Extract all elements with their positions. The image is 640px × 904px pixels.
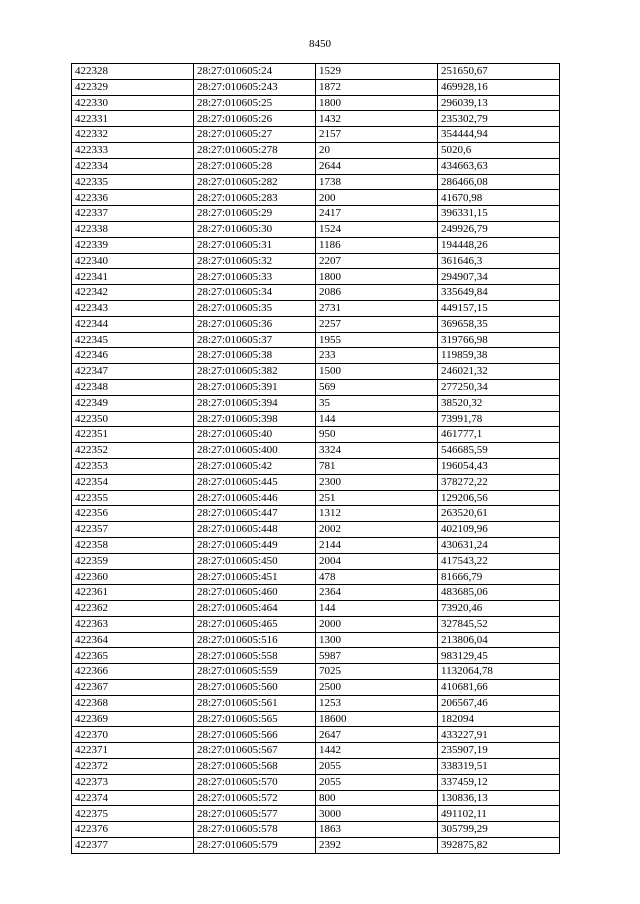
table-row [72, 316, 560, 332]
table-row [72, 838, 560, 854]
value-cell: 206567,46 [438, 695, 560, 711]
cadastral-number-cell: 28:27:010605:516 [194, 632, 316, 648]
table-row [72, 190, 560, 206]
record-number-cell: 422361 [72, 585, 194, 601]
cadastral-number-cell: 28:27:010605:451 [194, 569, 316, 585]
table-row [72, 774, 560, 790]
value-cell: 335649,84 [438, 285, 560, 301]
area-cell: 2002 [316, 522, 438, 538]
record-number-cell: 422338 [72, 221, 194, 237]
record-number-cell: 422342 [72, 285, 194, 301]
record-number-cell: 422367 [72, 680, 194, 696]
area-cell: 20 [316, 142, 438, 158]
record-number-cell: 422344 [72, 316, 194, 332]
area-cell: 2392 [316, 838, 438, 854]
value-cell: 213806,04 [438, 632, 560, 648]
record-number-cell: 422348 [72, 379, 194, 395]
table-row [72, 348, 560, 364]
value-cell: 483685,06 [438, 585, 560, 601]
value-cell: 396331,15 [438, 206, 560, 222]
value-cell: 1132064,78 [438, 664, 560, 680]
value-cell: 361646,3 [438, 253, 560, 269]
table-row [72, 806, 560, 822]
table-row [72, 379, 560, 395]
area-cell: 2086 [316, 285, 438, 301]
value-cell: 5020,6 [438, 142, 560, 158]
record-number-cell: 422337 [72, 206, 194, 222]
table-row [72, 680, 560, 696]
value-cell: 246021,32 [438, 364, 560, 380]
record-number-cell: 422346 [72, 348, 194, 364]
record-number-cell: 422336 [72, 190, 194, 206]
area-cell: 2644 [316, 158, 438, 174]
table-row [72, 285, 560, 301]
value-cell: 129206,56 [438, 490, 560, 506]
value-cell: 461777,1 [438, 427, 560, 443]
area-cell: 7025 [316, 664, 438, 680]
table-row [72, 743, 560, 759]
area-cell: 1955 [316, 332, 438, 348]
area-cell: 569 [316, 379, 438, 395]
table-row [72, 711, 560, 727]
value-cell: 337459,12 [438, 774, 560, 790]
value-cell: 194448,26 [438, 237, 560, 253]
value-cell: 235302,79 [438, 111, 560, 127]
record-number-cell: 422341 [72, 269, 194, 285]
area-cell: 1253 [316, 695, 438, 711]
value-cell: 983129,45 [438, 648, 560, 664]
area-cell: 35 [316, 395, 438, 411]
cadastral-number-cell: 28:27:010605:32 [194, 253, 316, 269]
record-number-cell: 422329 [72, 79, 194, 95]
table-row [72, 553, 560, 569]
table-row [72, 95, 560, 111]
record-number-cell: 422330 [72, 95, 194, 111]
area-cell: 2647 [316, 727, 438, 743]
cadastral-number-cell: 28:27:010605:565 [194, 711, 316, 727]
cadastral-number-cell: 28:27:010605:394 [194, 395, 316, 411]
record-number-cell: 422332 [72, 127, 194, 143]
record-number-cell: 422370 [72, 727, 194, 743]
area-cell: 950 [316, 427, 438, 443]
area-cell: 2055 [316, 774, 438, 790]
value-cell: 38520,32 [438, 395, 560, 411]
area-cell: 5987 [316, 648, 438, 664]
record-number-cell: 422349 [72, 395, 194, 411]
cadastral-number-cell: 28:27:010605:28 [194, 158, 316, 174]
table-row [72, 332, 560, 348]
table-row [72, 585, 560, 601]
cadastral-number-cell: 28:27:010605:465 [194, 616, 316, 632]
value-cell: 182094 [438, 711, 560, 727]
cadastral-number-cell: 28:27:010605:38 [194, 348, 316, 364]
area-cell: 781 [316, 458, 438, 474]
area-cell: 200 [316, 190, 438, 206]
page-number: 8450 [309, 38, 331, 50]
value-cell: 263520,61 [438, 506, 560, 522]
cadastral-number-cell: 28:27:010605:579 [194, 838, 316, 854]
value-cell: 469928,16 [438, 79, 560, 95]
value-cell: 41670,98 [438, 190, 560, 206]
record-number-cell: 422328 [72, 64, 194, 80]
record-number-cell: 422350 [72, 411, 194, 427]
record-number-cell: 422340 [72, 253, 194, 269]
cadastral-number-cell: 28:27:010605:558 [194, 648, 316, 664]
table-row [72, 79, 560, 95]
table-row [72, 174, 560, 190]
table-row [72, 253, 560, 269]
record-number-cell: 422347 [72, 364, 194, 380]
table-row [72, 759, 560, 775]
cadastral-number-cell: 28:27:010605:568 [194, 759, 316, 775]
table-body [72, 64, 560, 854]
table-row [72, 158, 560, 174]
cadastral-number-cell: 28:27:010605:33 [194, 269, 316, 285]
area-cell: 2144 [316, 537, 438, 553]
record-number-cell: 422358 [72, 537, 194, 553]
area-cell: 144 [316, 411, 438, 427]
area-cell: 2004 [316, 553, 438, 569]
area-cell: 478 [316, 569, 438, 585]
record-number-cell: 422377 [72, 838, 194, 854]
cadastral-number-cell: 28:27:010605:36 [194, 316, 316, 332]
area-cell: 1800 [316, 95, 438, 111]
area-cell: 2500 [316, 680, 438, 696]
table-row [72, 142, 560, 158]
value-cell: 430631,24 [438, 537, 560, 553]
area-cell: 1529 [316, 64, 438, 80]
cadastral-number-cell: 28:27:010605:560 [194, 680, 316, 696]
table-row [72, 269, 560, 285]
value-cell: 130836,13 [438, 790, 560, 806]
area-cell: 1432 [316, 111, 438, 127]
cadastral-number-cell: 28:27:010605:382 [194, 364, 316, 380]
record-number-cell: 422354 [72, 474, 194, 490]
value-cell: 81666,79 [438, 569, 560, 585]
cadastral-number-cell: 28:27:010605:37 [194, 332, 316, 348]
area-cell: 1524 [316, 221, 438, 237]
record-number-cell: 422366 [72, 664, 194, 680]
area-cell: 18600 [316, 711, 438, 727]
value-cell: 119859,38 [438, 348, 560, 364]
table-row [72, 458, 560, 474]
record-number-cell: 422360 [72, 569, 194, 585]
value-cell: 319766,98 [438, 332, 560, 348]
table-row [72, 111, 560, 127]
cadastral-number-cell: 28:27:010605:29 [194, 206, 316, 222]
table-row [72, 64, 560, 80]
area-cell: 1442 [316, 743, 438, 759]
value-cell: 378272,22 [438, 474, 560, 490]
cadastral-number-cell: 28:27:010605:42 [194, 458, 316, 474]
cadastral-number-cell: 28:27:010605:559 [194, 664, 316, 680]
area-cell: 1186 [316, 237, 438, 253]
area-cell: 144 [316, 601, 438, 617]
cadastral-number-cell: 28:27:010605:25 [194, 95, 316, 111]
record-number-cell: 422363 [72, 616, 194, 632]
value-cell: 417543,22 [438, 553, 560, 569]
value-cell: 277250,34 [438, 379, 560, 395]
value-cell: 286466,08 [438, 174, 560, 190]
value-cell: 327845,52 [438, 616, 560, 632]
table-row [72, 822, 560, 838]
record-number-cell: 422357 [72, 522, 194, 538]
value-cell: 434663,63 [438, 158, 560, 174]
area-cell: 2000 [316, 616, 438, 632]
table-row [72, 727, 560, 743]
cadastral-number-cell: 28:27:010605:31 [194, 237, 316, 253]
cadastral-number-cell: 28:27:010605:567 [194, 743, 316, 759]
record-number-cell: 422356 [72, 506, 194, 522]
area-cell: 2417 [316, 206, 438, 222]
value-cell: 546685,59 [438, 443, 560, 459]
cadastral-number-cell: 28:27:010605:24 [194, 64, 316, 80]
record-number-cell: 422343 [72, 300, 194, 316]
table-row [72, 411, 560, 427]
table-row [72, 474, 560, 490]
record-number-cell: 422372 [72, 759, 194, 775]
cadastral-number-cell: 28:27:010605:572 [194, 790, 316, 806]
area-cell: 1500 [316, 364, 438, 380]
cadastral-number-cell: 28:27:010605:34 [194, 285, 316, 301]
record-number-cell: 422333 [72, 142, 194, 158]
cadastral-number-cell: 28:27:010605:446 [194, 490, 316, 506]
table-row [72, 395, 560, 411]
table-row [72, 601, 560, 617]
area-cell: 2257 [316, 316, 438, 332]
table-row [72, 206, 560, 222]
table-row [72, 506, 560, 522]
record-number-cell: 422331 [72, 111, 194, 127]
record-number-cell: 422375 [72, 806, 194, 822]
table-row [72, 648, 560, 664]
area-cell: 2364 [316, 585, 438, 601]
area-cell: 2207 [316, 253, 438, 269]
record-number-cell: 422339 [72, 237, 194, 253]
table-row [72, 664, 560, 680]
area-cell: 2731 [316, 300, 438, 316]
area-cell: 1738 [316, 174, 438, 190]
area-cell: 800 [316, 790, 438, 806]
cadastral-number-cell: 28:27:010605:278 [194, 142, 316, 158]
area-cell: 1312 [316, 506, 438, 522]
cadastral-number-cell: 28:27:010605:243 [194, 79, 316, 95]
value-cell: 73991,78 [438, 411, 560, 427]
value-cell: 410681,66 [438, 680, 560, 696]
record-number-cell: 422376 [72, 822, 194, 838]
table-row [72, 221, 560, 237]
area-cell: 1800 [316, 269, 438, 285]
record-number-cell: 422355 [72, 490, 194, 506]
record-number-cell: 422368 [72, 695, 194, 711]
land-registry-table [71, 63, 560, 854]
area-cell: 1300 [316, 632, 438, 648]
cadastral-number-cell: 28:27:010605:35 [194, 300, 316, 316]
cadastral-number-cell: 28:27:010605:577 [194, 806, 316, 822]
cadastral-number-cell: 28:27:010605:391 [194, 379, 316, 395]
cadastral-number-cell: 28:27:010605:283 [194, 190, 316, 206]
cadastral-number-cell: 28:27:010605:30 [194, 221, 316, 237]
area-cell: 2157 [316, 127, 438, 143]
record-number-cell: 422369 [72, 711, 194, 727]
table-row [72, 364, 560, 380]
table-row [72, 300, 560, 316]
record-number-cell: 422365 [72, 648, 194, 664]
table-row [72, 237, 560, 253]
value-cell: 196054,43 [438, 458, 560, 474]
area-cell: 251 [316, 490, 438, 506]
cadastral-number-cell: 28:27:010605:578 [194, 822, 316, 838]
cadastral-number-cell: 28:27:010605:398 [194, 411, 316, 427]
value-cell: 433227,91 [438, 727, 560, 743]
record-number-cell: 422335 [72, 174, 194, 190]
record-number-cell: 422345 [72, 332, 194, 348]
value-cell: 449157,15 [438, 300, 560, 316]
area-cell: 2300 [316, 474, 438, 490]
record-number-cell: 422371 [72, 743, 194, 759]
cadastral-number-cell: 28:27:010605:566 [194, 727, 316, 743]
area-cell: 233 [316, 348, 438, 364]
record-number-cell: 422364 [72, 632, 194, 648]
table-row [72, 616, 560, 632]
table-row [72, 569, 560, 585]
cadastral-number-cell: 28:27:010605:449 [194, 537, 316, 553]
cadastral-number-cell: 28:27:010605:400 [194, 443, 316, 459]
table-row [72, 632, 560, 648]
value-cell: 392875,82 [438, 838, 560, 854]
table-row [72, 127, 560, 143]
cadastral-number-cell: 28:27:010605:26 [194, 111, 316, 127]
table-row [72, 490, 560, 506]
value-cell: 354444,94 [438, 127, 560, 143]
area-cell: 1872 [316, 79, 438, 95]
value-cell: 251650,67 [438, 64, 560, 80]
value-cell: 338319,51 [438, 759, 560, 775]
record-number-cell: 422351 [72, 427, 194, 443]
value-cell: 235907,19 [438, 743, 560, 759]
cadastral-number-cell: 28:27:010605:447 [194, 506, 316, 522]
table-row [72, 790, 560, 806]
value-cell: 296039,13 [438, 95, 560, 111]
area-cell: 1863 [316, 822, 438, 838]
table-row [72, 427, 560, 443]
cadastral-number-cell: 28:27:010605:570 [194, 774, 316, 790]
value-cell: 249926,79 [438, 221, 560, 237]
cadastral-number-cell: 28:27:010605:561 [194, 695, 316, 711]
table-row [72, 537, 560, 553]
value-cell: 294907,34 [438, 269, 560, 285]
value-cell: 73920,46 [438, 601, 560, 617]
table-row [72, 443, 560, 459]
cadastral-number-cell: 28:27:010605:460 [194, 585, 316, 601]
area-cell: 2055 [316, 759, 438, 775]
cadastral-number-cell: 28:27:010605:464 [194, 601, 316, 617]
record-number-cell: 422334 [72, 158, 194, 174]
record-number-cell: 422359 [72, 553, 194, 569]
value-cell: 402109,96 [438, 522, 560, 538]
table-row [72, 522, 560, 538]
record-number-cell: 422352 [72, 443, 194, 459]
cadastral-number-cell: 28:27:010605:450 [194, 553, 316, 569]
cadastral-number-cell: 28:27:010605:27 [194, 127, 316, 143]
value-cell: 305799,29 [438, 822, 560, 838]
value-cell: 369658,35 [438, 316, 560, 332]
record-number-cell: 422374 [72, 790, 194, 806]
record-number-cell: 422373 [72, 774, 194, 790]
cadastral-number-cell: 28:27:010605:282 [194, 174, 316, 190]
area-cell: 3324 [316, 443, 438, 459]
record-number-cell: 422362 [72, 601, 194, 617]
table-row [72, 695, 560, 711]
record-number-cell: 422353 [72, 458, 194, 474]
cadastral-number-cell: 28:27:010605:445 [194, 474, 316, 490]
cadastral-number-cell: 28:27:010605:40 [194, 427, 316, 443]
cadastral-number-cell: 28:27:010605:448 [194, 522, 316, 538]
area-cell: 3000 [316, 806, 438, 822]
value-cell: 491102,11 [438, 806, 560, 822]
